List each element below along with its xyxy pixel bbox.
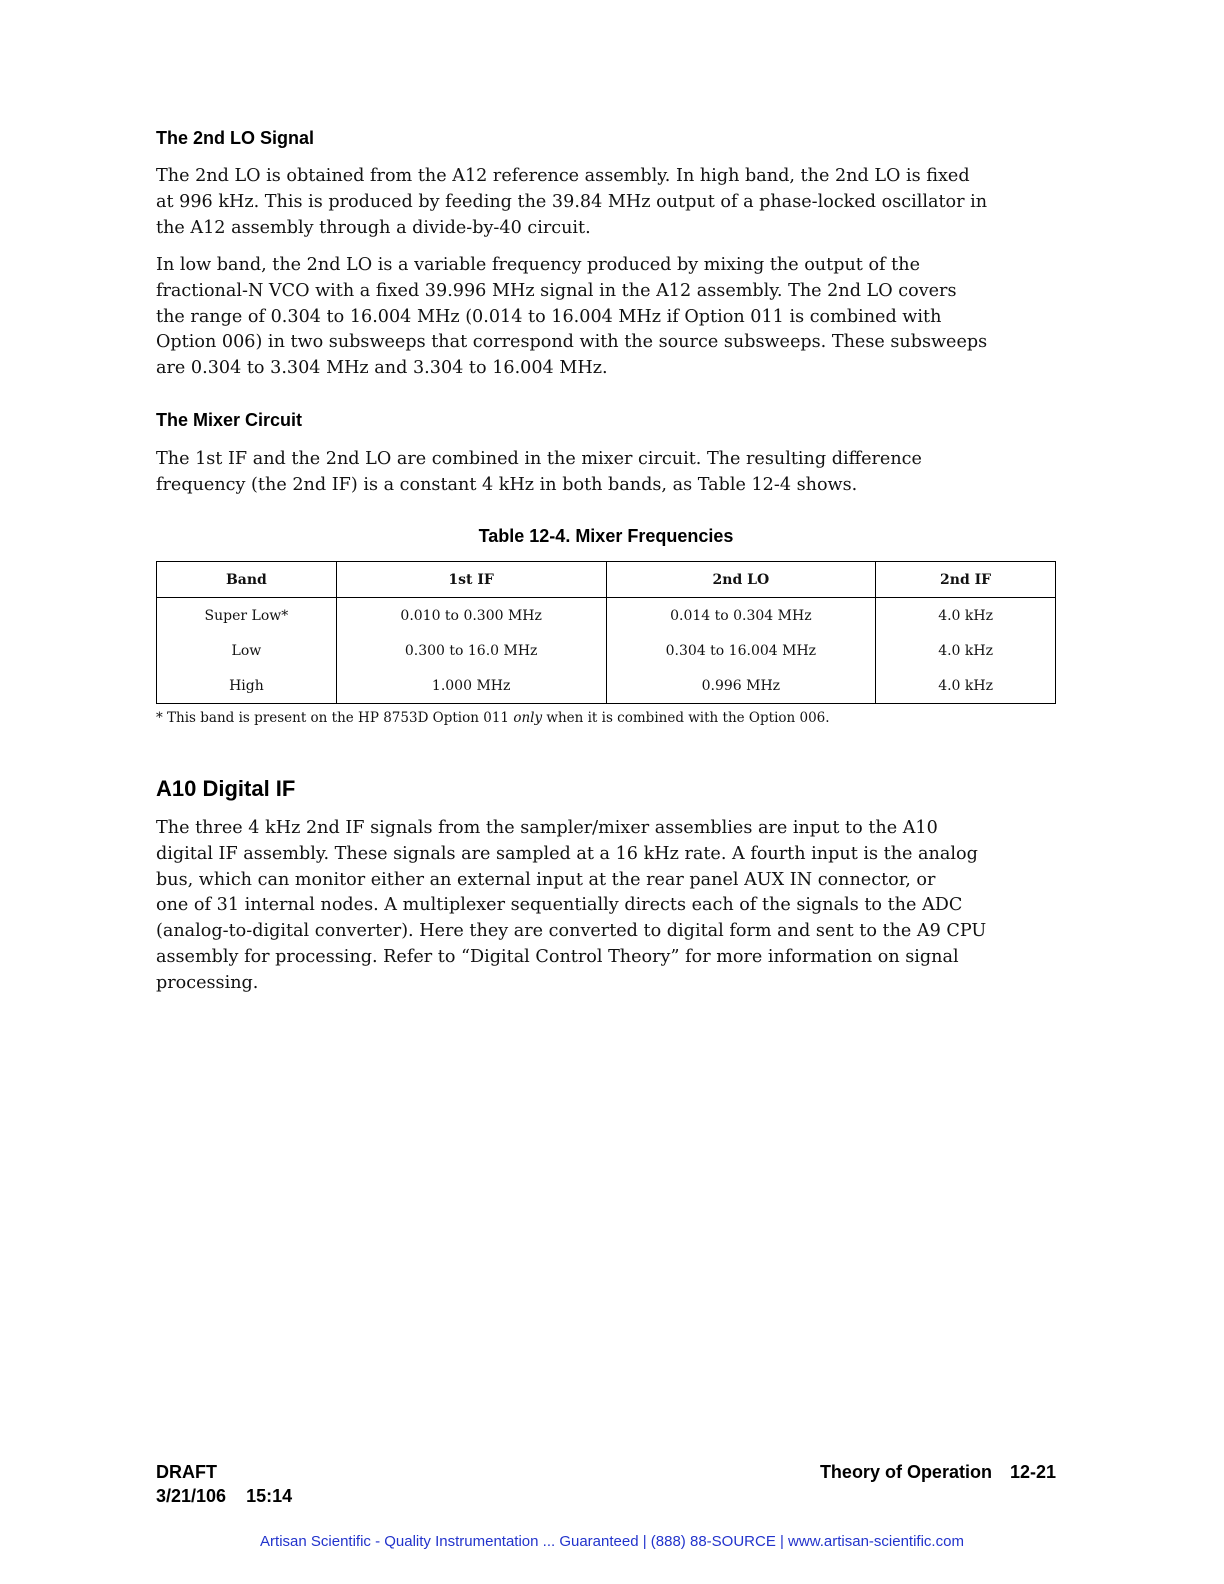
footnote-text: when it is combined with the Option 006. (542, 710, 830, 726)
table-cell-band: Low (157, 633, 337, 668)
table-cell-2nd-lo: 0.014 to 0.304 MHz (606, 598, 876, 634)
footer-page-number: 12-21 (1009, 1462, 1056, 1482)
footer-draft-label: DRAFT (156, 1462, 217, 1482)
table-cell-2nd-lo: 0.304 to 16.004 MHz (606, 633, 876, 668)
column-header-band: Band (157, 562, 337, 598)
text-line: the range of 0.304 to 16.004 MHz (0.014 to 16.004 MHz if Option 011 is combined with (156, 306, 942, 327)
table-cell-band: High (157, 668, 337, 704)
table-row (157, 633, 1056, 668)
heading-mixer-circuit: The Mixer Circuit (156, 410, 303, 430)
heading-2nd-lo-signal: The 2nd LO Signal (156, 128, 315, 148)
table-cell-1st-if: 0.010 to 0.300 MHz (336, 598, 606, 634)
text-line: (analog-to-digital converter). Here they are converted to digital form and sent to the A9 CPU (156, 921, 987, 942)
text-line: the A12 assembly through a divide-by-40 circuit. (156, 217, 591, 238)
text-line: The three 4 kHz 2nd IF signals from the sampler/mixer assemblies are input to the A10 (156, 818, 938, 838)
text-line: fractional-N VCO with a fixed 39.996 MHz signal in the A12 assembly. The 2nd LO covers (156, 280, 957, 301)
table-row (157, 598, 1056, 634)
paragraph-2nd-lo-low-band (156, 253, 1056, 382)
footnote-text: * This band is present on the HP 8753D Option 011 (156, 710, 514, 726)
text-line: In low band, the 2nd LO is a variable frequency produced by mixing the output of the (156, 255, 920, 275)
text-line: are 0.304 to 3.304 MHz and 3.304 to 16.004 MHz. (156, 358, 608, 379)
table-cell-1st-if: 0.300 to 16.0 MHz (336, 633, 606, 668)
table-cell-1st-if: 1.000 MHz (336, 668, 606, 704)
column-header-2nd-if: 2nd IF (876, 562, 1056, 598)
footnote-emphasis: only (513, 710, 543, 726)
mixer-frequencies-table (156, 561, 1056, 704)
table-row (157, 668, 1056, 704)
text-line: The 1st IF and the 2nd LO are combined in the mixer circuit. The resulting difference (156, 449, 922, 469)
table-cell-2nd-if: 4.0 kHz (876, 633, 1056, 668)
text-line: frequency (the 2nd IF) is a constant 4 kHz in both bands, as Table 12-4 shows. (156, 474, 858, 495)
text-line: Option 006) in two subsweeps that correspond with the source subsweeps. These subsweeps (156, 332, 988, 353)
text-line: one of 31 internal nodes. A multiplexer sequentially directs each of the signals to the ADC (156, 895, 963, 916)
text-line: digital IF assembly. These signals are sampled at a 16 kHz rate. A fourth input is the analog (156, 843, 978, 864)
column-header-1st-if: 1st IF (336, 562, 606, 598)
paragraph-2nd-lo-intro (156, 164, 1056, 241)
text-line: The 2nd LO is obtained from the A12 reference assembly. In high band, the 2nd LO is fixed (156, 166, 970, 186)
column-header-2nd-lo: 2nd LO (606, 562, 876, 598)
table-caption: Table 12-4. Mixer Frequencies (478, 526, 734, 546)
footer-chapter-title: Theory of Operation (819, 1462, 992, 1482)
footer-draft-block (156, 1460, 292, 1508)
heading-a10-digital-if: A10 Digital IF (156, 776, 296, 801)
footer-date: 3/21/106 15:14 (156, 1486, 293, 1506)
table-cell-band: Super Low* (157, 598, 337, 634)
footer-chapter-block (820, 1460, 1056, 1484)
paragraph-a10-digital-if (156, 816, 1056, 997)
text-line: at 996 kHz. This is produced by feeding the 39.84 MHz output of a phase-locked oscillator in (156, 191, 988, 212)
table-cell-2nd-if: 4.0 kHz (876, 598, 1056, 634)
paragraph-mixer-circuit (156, 447, 1056, 499)
text-line: bus, which can monitor either an external input at the rear panel AUX IN connector, or (156, 869, 936, 890)
text-line: processing. (156, 972, 259, 993)
table-cell-2nd-if: 4.0 kHz (876, 668, 1056, 704)
table-cell-2nd-lo: 0.996 MHz (606, 668, 876, 704)
table-footnote (156, 710, 830, 726)
vendor-banner: Artisan Scientific - Quality Instrumentation ... Guaranteed | (888) 88-SOURCE | www.artisan-scientific.com (260, 1533, 964, 1550)
text-line: assembly for processing. Refer to “Digital Control Theory” for more information on signal (156, 946, 959, 967)
table-header-row (157, 562, 1056, 598)
